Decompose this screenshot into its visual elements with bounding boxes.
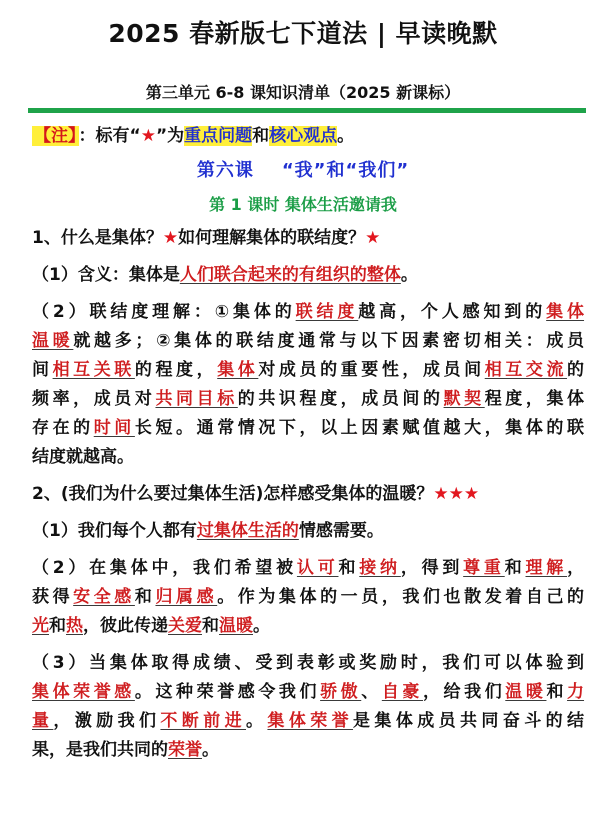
divider-rule (28, 108, 586, 113)
key-phrase: 相互关联 (52, 360, 135, 380)
key-phrase: 光 (32, 616, 49, 636)
answer-line: 量，激励我们不断前进。集体荣誉是集体成员共同奋斗的结 (32, 711, 585, 731)
answer-line: （2）联结度理解：①集体的联结度越高，个人感知到的集体 (32, 302, 585, 322)
key-phrase: 自豪 (381, 682, 423, 702)
key-phrase: 温暖 (219, 616, 253, 636)
key-phrase: 集体荣誉 (267, 711, 354, 731)
question-title: 2、(我们为什么要过集体生活)怎样感受集体的温暖？★★★ (32, 484, 480, 504)
note-bracket: 【注】 (34, 126, 77, 146)
key-phrase: 关爱 (168, 616, 202, 636)
answer-line: 存在的时间长短。通常情况下，以上因素赋值越大，集体的联 (32, 418, 585, 438)
question-title: 1、什么是集体？★如何理解集体的联结度？★ (32, 228, 381, 248)
key-phrase: 共同目标 (155, 389, 238, 409)
key-phrase: 联结度 (295, 302, 359, 322)
note-text: 和 (252, 126, 270, 146)
key-phrase: 归属感 (155, 587, 218, 607)
period-heading: 第 1 课时 集体生活邀请我 (209, 195, 397, 214)
lesson-number: 第六课 (196, 160, 254, 181)
star-icon: ★ (140, 126, 156, 146)
answer-line: （3）当集体取得成绩、受到表彰或奖励时，我们可以体验到 (32, 653, 584, 673)
note-key-view: 核心观点 (269, 126, 338, 146)
page-title: 2025 春新版七下道法 | 早读晚默 (108, 19, 498, 48)
key-phrase: 理解 (525, 558, 568, 578)
legend-note (32, 122, 354, 150)
answer-line: 果，是我们共同的荣誉。 (32, 740, 219, 760)
key-phrase: 温暖 (32, 331, 74, 351)
key-phrase: 荣誉 (168, 740, 202, 760)
lesson-heading (0, 156, 606, 182)
answer-line: 频率，成员对共同目标的共识程度，成员间的默契程度，集体 (32, 389, 585, 409)
answer-line: （1）含义：集体是人们联合起来的有组织的整体。 (32, 265, 418, 285)
note-text: ”为 (155, 126, 185, 146)
answer-line: 光和热，彼此传递关爱和温暖。 (32, 616, 270, 636)
answer-line: 结度就越高。 (32, 447, 134, 467)
key-phrase: 温暖 (505, 682, 547, 702)
answer-line: （1）我们每个人都有过集体生活的情感需要。 (32, 521, 384, 541)
key-phrase: 认可 (296, 558, 339, 578)
note-key-problem: 重点问题 (184, 126, 253, 146)
page-subtitle: 第三单元 6-8 课知识清单（2025 新课标） (145, 83, 461, 102)
answer-line: 间相互关联的程度，集体对成员的重要性，成员间相互交流的 (32, 360, 585, 380)
key-phrase: 量 (32, 711, 54, 731)
key-phrase: 尊重 (463, 558, 505, 578)
lesson-name: “我”和“我们” (281, 160, 410, 181)
key-phrase: 力 (567, 682, 585, 702)
key-phrase: 安全感 (73, 587, 135, 607)
note-text: 。 (337, 126, 355, 146)
answer-line: 获得安全感和归属感。作为集体的一员，我们也散发着自己的 (32, 587, 585, 607)
answer-line: （2）在集体中，我们希望被认可和接纳，得到尊重和理解， (32, 558, 585, 578)
key-phrase: 接纳 (359, 558, 401, 578)
key-phrase: 默契 (443, 389, 485, 409)
answer-line: 集体荣誉感。这种荣誉感令我们骄傲、自豪，给我们温暖和力 (32, 682, 585, 702)
star-icon: ★ (162, 228, 179, 248)
key-phrase: 集体荣誉感 (32, 682, 135, 702)
key-phrase: 人们联合起来的有组织的整体 (179, 265, 401, 285)
key-phrase: 骄傲 (320, 682, 362, 702)
key-phrase: 集体 (217, 360, 259, 380)
note-text: ：标有“ (78, 126, 141, 146)
key-phrase: 热 (66, 616, 83, 636)
key-phrase: 相互交流 (484, 360, 568, 380)
content-body (32, 224, 584, 765)
key-phrase: 时间 (93, 418, 135, 438)
answer-line: 温暖就越多；②集体的联结度通常与以下因素密切相关：成员 (32, 331, 584, 351)
key-phrase: 不断前进 (160, 711, 247, 731)
star-icon: ★★★ (433, 484, 480, 504)
star-icon: ★ (365, 228, 381, 248)
key-phrase: 过集体生活的 (196, 521, 299, 541)
key-phrase: 集体 (546, 302, 585, 322)
